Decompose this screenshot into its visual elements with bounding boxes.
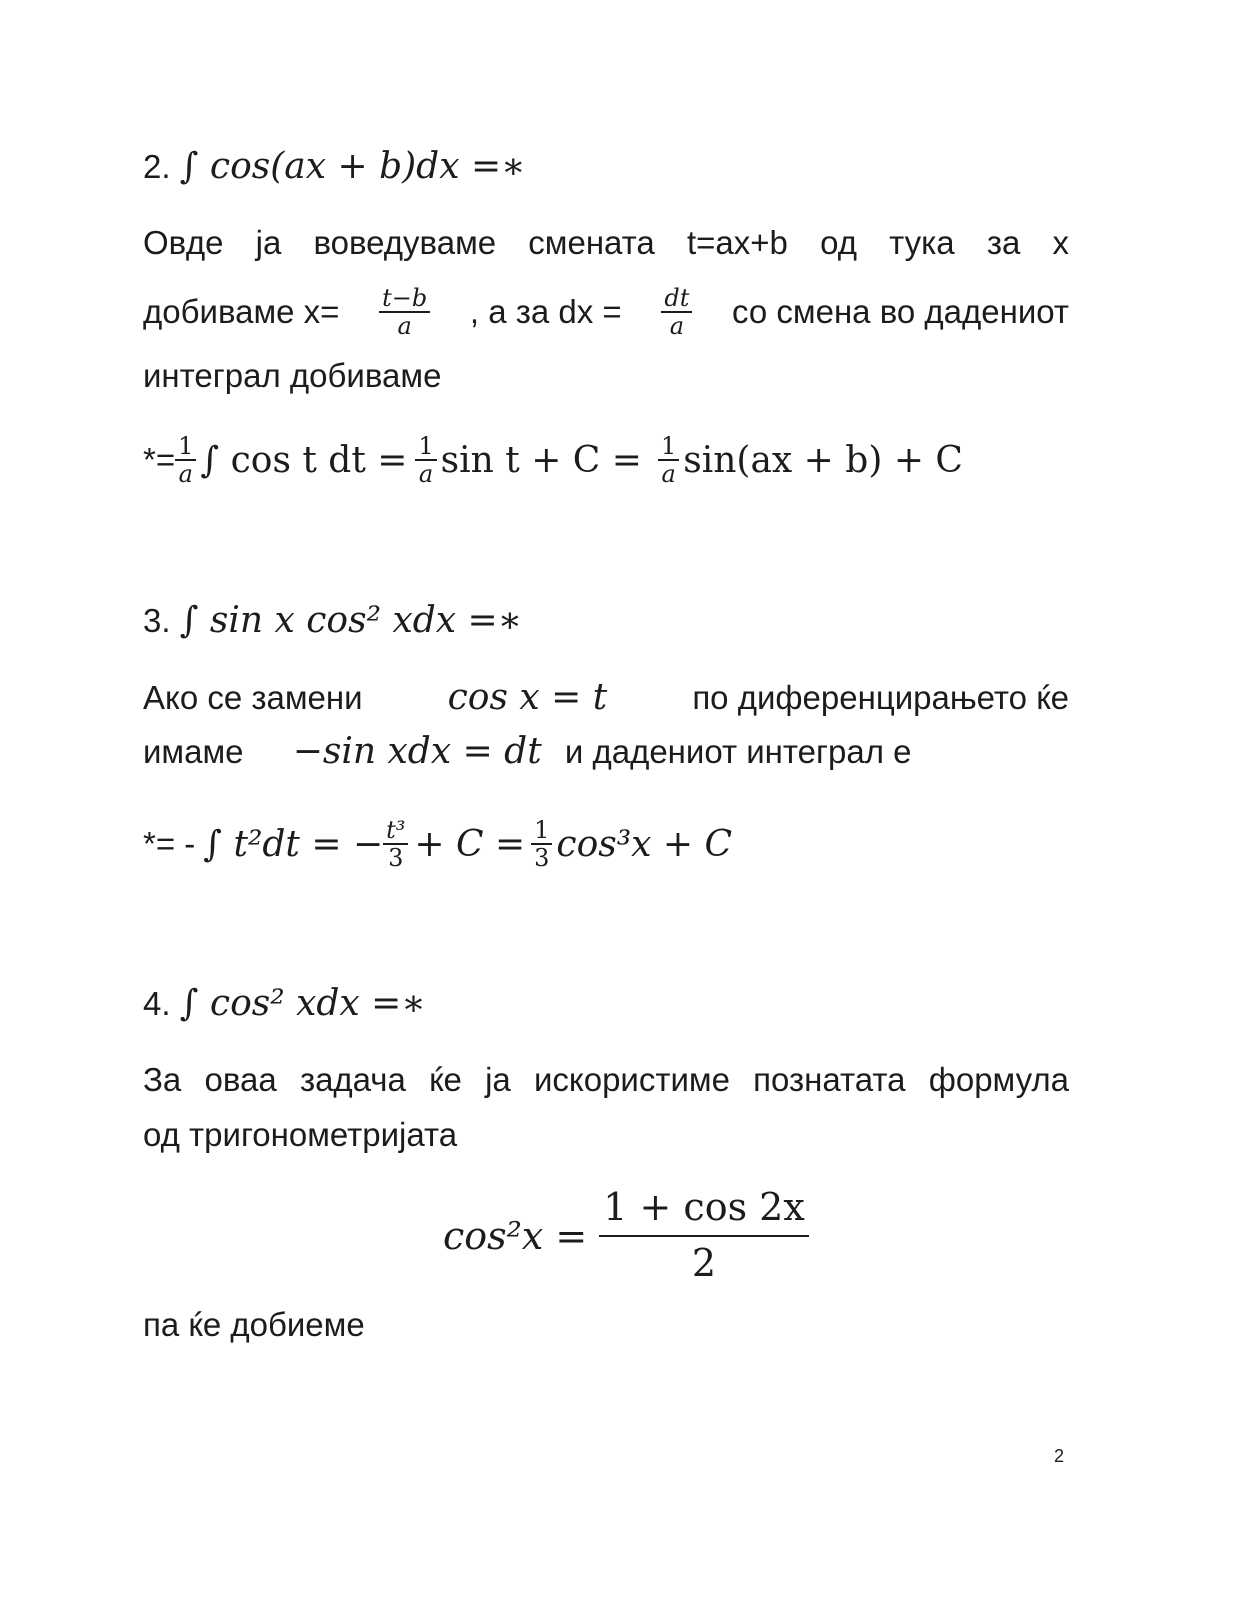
section4-display-formula — [443, 1182, 809, 1290]
fraction-denominator: 3 — [388, 844, 404, 872]
heading-number: 2. — [143, 148, 171, 185]
eq-part: ∫ t²dt = − — [203, 823, 384, 865]
inline-formula: cos x = t — [447, 677, 608, 718]
formula-lhs: cos²x = — [443, 1214, 588, 1258]
fraction-one-over-a — [415, 433, 436, 488]
eq-part: sin t + C = — [440, 439, 642, 481]
fraction-x — [379, 285, 430, 340]
heading-formula: ∫ cos(ax + b)dx =∗ — [179, 146, 526, 187]
eq-part: sin(ax + b) + C — [683, 439, 963, 481]
fraction-numerator: dt — [661, 285, 692, 313]
section2-line2 — [143, 276, 1069, 348]
section2-equation — [143, 424, 963, 496]
text-segment: имаме — [143, 733, 244, 770]
eq-prefix: *= - — [143, 825, 196, 862]
section2-line1: Овде ја воведуваме смената t=ax+b од тука за x — [143, 224, 1069, 261]
formula-fraction — [599, 1187, 809, 1285]
fraction-dx — [661, 285, 692, 340]
fraction-numerator: t³ — [383, 817, 408, 845]
fraction-denominator: 2 — [691, 1241, 717, 1285]
section3-line2 — [143, 731, 912, 772]
fraction-t3-over-3 — [383, 817, 408, 872]
section4-line3: па ќе добиеме — [143, 1306, 365, 1343]
fraction-numerator: 1 — [175, 433, 196, 461]
fraction-numerator: 1 — [658, 433, 679, 461]
heading-number: 4. — [143, 985, 171, 1022]
fraction-denominator: 3 — [534, 844, 550, 872]
eq-part: cos³x + C — [556, 823, 733, 865]
fraction-one-third — [531, 817, 552, 872]
text-segment: , а за dx = — [469, 293, 622, 330]
fraction-numerator: 1 — [415, 433, 436, 461]
heading-formula: ∫ cos² xdx =∗ — [179, 983, 426, 1024]
section2-heading — [143, 146, 526, 187]
page-number: 2 — [1054, 1446, 1065, 1466]
section4-line2: од тригонометријата — [143, 1116, 458, 1153]
eq-part: + C = — [414, 823, 526, 865]
fraction-denominator: a — [669, 312, 684, 340]
section2-line3: интеграл добиваме — [143, 357, 442, 394]
text-segment: и дадениот интеграл е — [564, 733, 912, 770]
text-segment: добиваме x= — [143, 293, 340, 330]
fraction-numerator: 1 + cos 2x — [599, 1187, 809, 1237]
section3-line1 — [143, 677, 1069, 718]
fraction-denominator: a — [178, 460, 193, 488]
eq-prefix: *= — [143, 441, 176, 478]
inline-formula: −sin xdx = dt — [292, 731, 542, 772]
heading-formula: ∫ sin x cos² xdx =∗ — [179, 600, 523, 641]
text-segment: Ако се замени — [143, 678, 363, 716]
section4-heading — [143, 983, 426, 1024]
fraction-numerator: t−b — [379, 285, 430, 313]
fraction-one-over-a — [175, 433, 196, 488]
section3-equation — [143, 806, 732, 882]
heading-number: 3. — [143, 602, 171, 639]
fraction-denominator: a — [397, 312, 412, 340]
fraction-numerator: 1 — [531, 817, 552, 845]
text-segment: по диференцирањето ќе — [692, 678, 1069, 716]
fraction-denominator: a — [661, 460, 676, 488]
eq-part: ∫ cos t dt = — [200, 439, 408, 481]
text-segment: со смена во дадениот — [732, 293, 1069, 330]
section3-heading — [143, 600, 522, 641]
fraction-denominator: a — [418, 460, 434, 488]
fraction-one-over-a — [658, 433, 679, 488]
section4-line1: За оваа задача ќе ја искористиме познатата формула — [143, 1061, 1069, 1098]
